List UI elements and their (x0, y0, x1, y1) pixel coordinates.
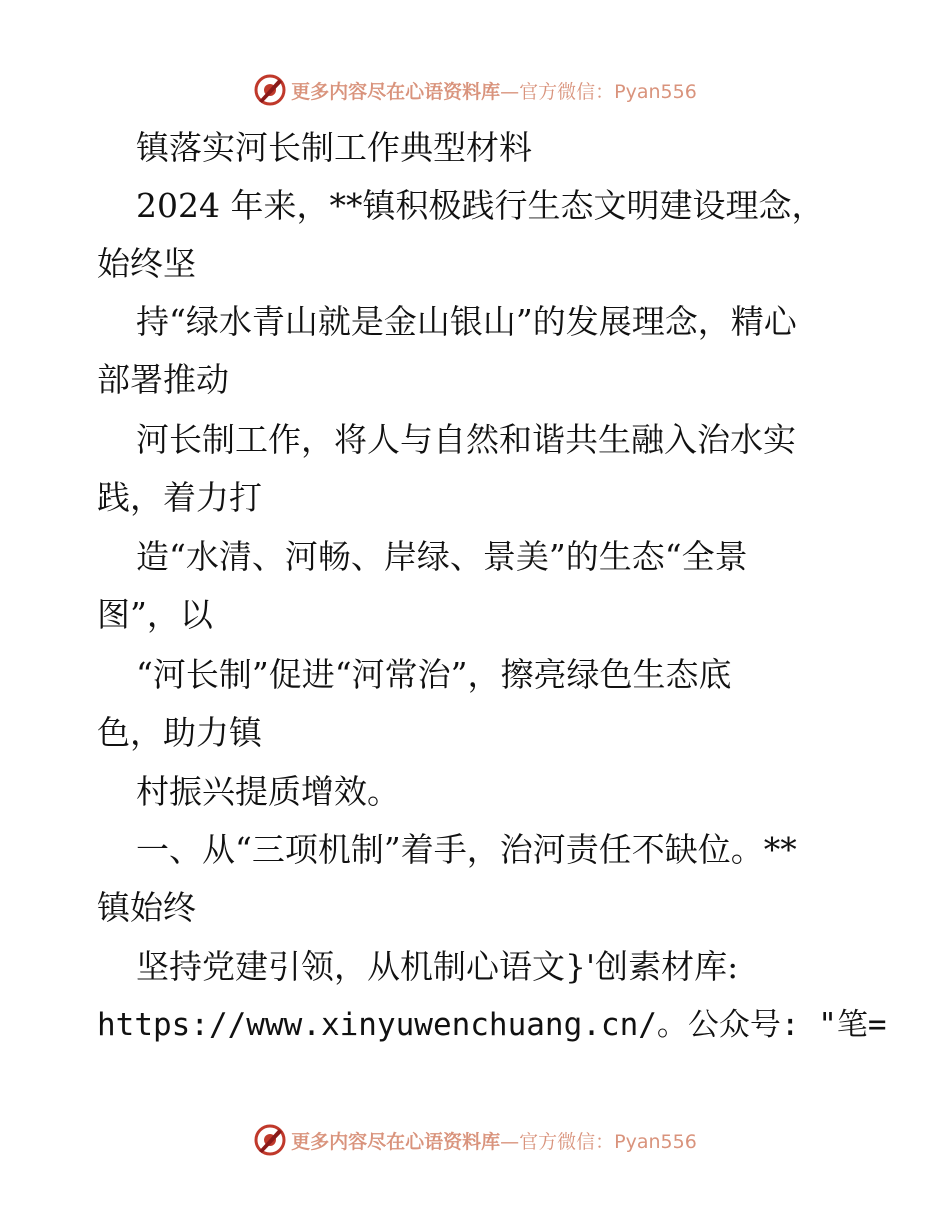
paragraph-line: “河长制”促进“河常治”，擦亮绿色生态底 (136, 655, 732, 694)
paragraph-line: 图”，以 (97, 595, 213, 634)
quill-logo-icon (253, 1123, 287, 1157)
quill-logo-icon (253, 73, 287, 107)
paragraph-line: 部署推动 (97, 360, 229, 399)
paragraph-line: 造“水清、河畅、岸绿、景美”的生态“全景 (136, 537, 748, 576)
paragraph-line: 践，着力打 (97, 478, 262, 517)
footer-banner (0, 1120, 950, 1160)
banner-wechat: —官方微信：Pyan556 (500, 80, 697, 103)
header-banner (0, 70, 950, 110)
paragraph-line: 镇始终 (97, 888, 196, 927)
paragraph-line: 色，助力镇 (97, 713, 262, 752)
paragraph-line: 2024 年来，**镇积极践行生态文明建设理念， (136, 186, 825, 225)
section-heading: 一、从“三项机制”着手，治河责任不缺位。** (136, 830, 797, 869)
paragraph-line: 河长制工作，将人与自然和谐共生融入治水实 (136, 420, 796, 459)
banner-wechat: —官方微信：Pyan556 (500, 1130, 697, 1153)
url-line: https://www.xinyuwenchuang.cn/。公众号: "笔= (97, 1007, 887, 1043)
paragraph-line: 始终坚 (97, 244, 196, 283)
paragraph-line: 村振兴提质增效。 (136, 772, 400, 811)
document-title: 镇落实河长制工作典型材料 (136, 128, 532, 167)
paragraph-line: 坚持党建引领，从机制心语文}'创素材库: (136, 947, 739, 986)
paragraph-line: 持“绿水青山就是金山银山”的发展理念，精心 (136, 302, 797, 341)
banner-title: 更多内容尽在心语资料库 (291, 1130, 501, 1153)
banner-title: 更多内容尽在心语资料库 (291, 80, 501, 103)
